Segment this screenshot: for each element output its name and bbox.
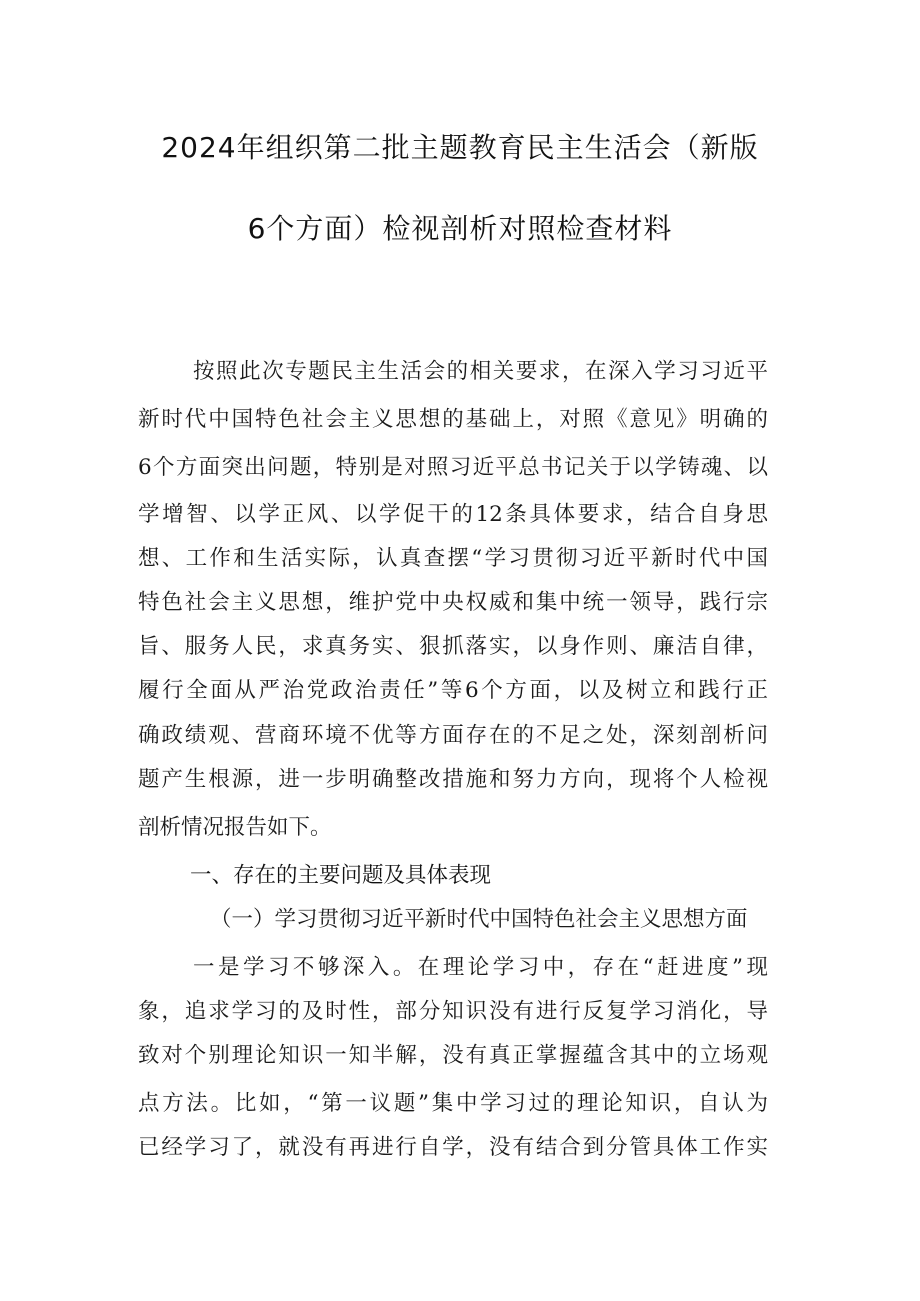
intro-paragraph-line: 学增智、以学正风、以学促干的12条具体要求，结合自身思 — [138, 502, 768, 527]
section-heading: 一、存在的主要问题及具体表现 — [190, 863, 492, 888]
intro-paragraph-line: 剖析情况报告如下。 — [138, 815, 332, 840]
intro-paragraph-line: 新时代中国特色社会主义思想的基础上，对照《意见》明确的 — [138, 407, 768, 432]
document-title-line-1: 2024年组织第二批主题教育民主生活会（新版 — [161, 131, 759, 164]
section-paragraph-line: 已经学习了，就没有再进行自学，没有结合到分管具体工作实 — [138, 1135, 768, 1160]
intro-paragraph-line: 6个方面突出问题，特别是对照习近平总书记关于以学铸魂、以 — [138, 455, 768, 480]
intro-paragraph-line: 想、工作和生活实际，认真查摆“学习贯彻习近平新时代中国 — [138, 546, 768, 571]
section-paragraph-line: 一是学习不够深入。在理论学习中，存在“赶进度”现 — [193, 955, 768, 980]
intro-paragraph-line: 旨、服务人民，求真务实、狠抓落实，以身作则、廉洁自律， — [138, 634, 768, 659]
document-title-line-2: 6个方面）检视剖析对照检查材料 — [247, 212, 673, 245]
section-paragraph-line: 致对个别理论知识一知半解，没有真正掌握蕴含其中的立场观 — [138, 1043, 768, 1068]
intro-paragraph-line: 题产生根源，进一步明确整改措施和努力方向，现将个人检视 — [138, 767, 768, 792]
intro-paragraph-line: 确政绩观、营商环境不优等方面存在的不足之处，深刻剖析问 — [138, 723, 768, 748]
intro-paragraph-line: 履行全面从严治党政治责任”等6个方面，以及树立和践行正 — [138, 678, 768, 703]
section-paragraph-line: 象，追求学习的及时性，部分知识没有进行反复学习消化，导 — [138, 999, 768, 1024]
section-paragraph-line: 点方法。比如，“第一议题”集中学习过的理论知识，自认为 — [138, 1091, 768, 1116]
intro-paragraph-line: 按照此次专题民主生活会的相关要求，在深入学习习近平 — [193, 359, 768, 384]
subsection-heading: （一）学习贯彻习近平新时代中国特色社会主义思想方面 — [210, 907, 748, 932]
intro-paragraph-line: 特色社会主义思想，维护党中央权威和集中统一领导，践行宗 — [138, 590, 768, 615]
